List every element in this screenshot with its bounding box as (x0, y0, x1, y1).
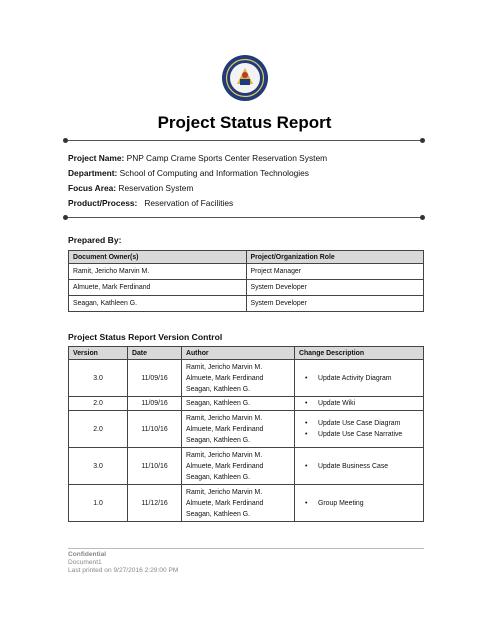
table-row (69, 296, 424, 312)
column-header: Author (182, 347, 295, 360)
column-header: Document Owner(s) (69, 251, 247, 264)
version-cell: 1.0 (69, 485, 128, 522)
version-control-table (68, 346, 424, 522)
author-name: Seagan, Kathleen G. (186, 510, 250, 518)
confidential-label: Confidential (68, 551, 107, 558)
author-name: Almuete, Mark Ferdinand (186, 374, 264, 382)
table-row (69, 411, 424, 448)
change-item: • Update Wiki (305, 398, 419, 409)
product-process-value: Reservation of Facilities (144, 198, 234, 208)
prepared-by-heading: Prepared By: (68, 235, 122, 245)
change-cell (295, 397, 424, 411)
author-name: Seagan, Kathleen G. (186, 473, 250, 481)
author-cell (182, 360, 295, 397)
version-control-heading: Project Status Report Version Control (68, 332, 223, 342)
column-header: Date (128, 347, 182, 360)
author-cell (182, 397, 295, 411)
document-name: Document1 (68, 559, 102, 566)
version-cell: 3.0 (69, 448, 128, 485)
department-label: Department: (68, 168, 118, 178)
focus-area-row (68, 181, 327, 196)
version-cell: 2.0 (69, 397, 128, 411)
table-header-row (69, 251, 424, 264)
focus-area-value: Reservation System (118, 183, 194, 193)
version-cell: 3.0 (69, 360, 128, 397)
page-title: Project Status Report (157, 113, 332, 132)
change-cell (295, 448, 424, 485)
author-cell (182, 411, 295, 448)
role-cell: Project Manager (246, 264, 424, 280)
column-header: Project/Organization Role (246, 251, 424, 264)
change-cell (295, 360, 424, 397)
change-item: • Update Use Case Diagram (305, 418, 419, 429)
product-process-label: Product/Process: (68, 198, 138, 208)
author-name: Almuete, Mark Ferdinand (186, 499, 264, 507)
date-cell: 11/09/16 (128, 397, 182, 411)
product-process-row (68, 196, 327, 211)
change-item: • Update Use Case Narrative (305, 429, 419, 440)
change-item: • Update Business Case (305, 461, 419, 472)
document-owners-table (68, 250, 424, 312)
title-divider (65, 140, 423, 141)
table-row (69, 397, 424, 411)
author-name: Ramit, Jericho Marvin M. (186, 363, 263, 371)
author-name: Seagan, Kathleen G. (186, 436, 250, 444)
role-cell: System Developer (246, 296, 424, 312)
table-row (69, 485, 424, 522)
change-cell (295, 411, 424, 448)
change-cell (295, 485, 424, 522)
version-cell: 2.0 (69, 411, 128, 448)
project-name-value: PNP Camp Crame Sports Center Reservation System (126, 153, 328, 163)
column-header: Version (69, 347, 128, 360)
column-header: Change Description (295, 347, 424, 360)
focus-area-label: Focus Area: (68, 183, 117, 193)
table-row (69, 264, 424, 280)
change-item: • Group Meeting (305, 498, 419, 509)
department-row (68, 166, 327, 181)
change-item: • Update Activity Diagram (305, 373, 419, 384)
table-row (69, 360, 424, 397)
table-row (69, 448, 424, 485)
owner-cell: Ramit, Jericho Marvin M. (69, 264, 247, 280)
project-name-label: Project Name: (68, 153, 125, 163)
date-cell: 11/10/16 (128, 448, 182, 485)
date-cell: 11/10/16 (128, 411, 182, 448)
owner-cell: Almuete, Mark Ferdinand (69, 280, 247, 296)
info-divider (65, 217, 423, 218)
university-seal-icon (221, 54, 269, 102)
page-footer (68, 548, 424, 575)
last-printed: Last printed on 9/27/2016 2:29:00 PM (68, 567, 179, 574)
author-name: Seagan, Kathleen G. (186, 400, 250, 407)
author-name: Ramit, Jericho Marvin M. (186, 488, 263, 496)
role-cell: System Developer (246, 280, 424, 296)
author-name: Seagan, Kathleen G. (186, 385, 250, 393)
department-value: School of Computing and Information Technologies (119, 168, 309, 178)
author-name: Ramit, Jericho Marvin M. (186, 451, 263, 459)
project-info (68, 151, 327, 211)
author-cell (182, 485, 295, 522)
author-cell (182, 448, 295, 485)
table-row (69, 280, 424, 296)
owner-cell: Seagan, Kathleen G. (69, 296, 247, 312)
author-name: Ramit, Jericho Marvin M. (186, 414, 263, 422)
table-header-row (69, 347, 424, 360)
author-name: Almuete, Mark Ferdinand (186, 462, 264, 470)
date-cell: 11/12/16 (128, 485, 182, 522)
date-cell: 11/09/16 (128, 360, 182, 397)
project-name-row (68, 151, 327, 166)
author-name: Almuete, Mark Ferdinand (186, 425, 264, 433)
